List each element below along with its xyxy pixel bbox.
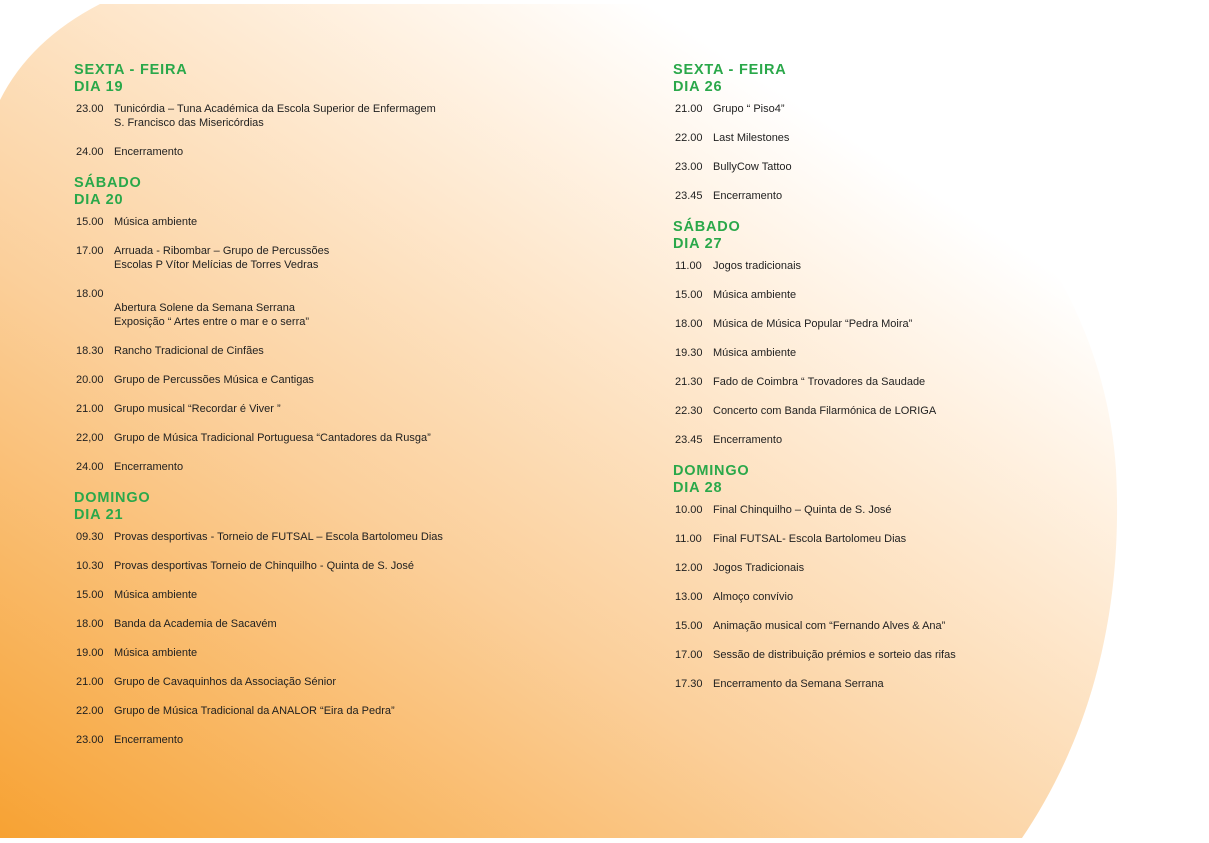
event-description xyxy=(713,532,1103,546)
event-description-line: Encerramento xyxy=(114,461,184,473)
event-row xyxy=(74,145,634,159)
event-description-line: Tunicórdia – Tuna Académica da Escola Superior de Enfermagem xyxy=(114,103,436,115)
event-row xyxy=(673,131,1103,145)
event-description-line: Provas desportivas - Torneio de FUTSAL – Escola Bartolomeu Dias xyxy=(114,531,443,543)
day-date-heading: DIA 19 xyxy=(74,79,124,95)
event-description xyxy=(713,317,1103,331)
event-description xyxy=(114,344,634,358)
event-row xyxy=(74,530,634,544)
event-description-line: Rancho Tradicional de Cinfães xyxy=(114,345,264,357)
day-date-heading: DIA 20 xyxy=(74,192,124,208)
bottom-margin xyxy=(0,838,1209,843)
event-description-line: Música ambiente xyxy=(713,289,797,301)
event-list xyxy=(74,102,634,159)
right-schedule-column xyxy=(673,62,1103,707)
event-description xyxy=(713,102,1103,116)
event-description xyxy=(114,402,634,416)
event-time: 10.30 xyxy=(76,560,104,572)
event-description-line: Música ambiente xyxy=(713,347,797,359)
event-row xyxy=(74,646,634,660)
event-time: 15.00 xyxy=(76,589,104,601)
event-description-line: Concerto com Banda Filarmónica de LORIGA xyxy=(713,405,937,417)
day-date-heading: DIA 21 xyxy=(74,507,124,523)
event-row xyxy=(673,433,1103,447)
event-description-line: Escolas P Vítor Melícias de Torres Vedras xyxy=(114,259,319,271)
event-description-line: Exposição “ Artes entre o mar e o serra” xyxy=(114,316,310,328)
day-block xyxy=(673,463,1103,691)
event-description xyxy=(114,460,634,474)
event-description xyxy=(114,733,634,747)
day-weekday-heading: SÁBADO xyxy=(673,219,741,235)
event-time: 19.00 xyxy=(76,647,104,659)
event-time: 17.00 xyxy=(675,649,703,661)
event-time: 22.30 xyxy=(675,405,703,417)
event-description-line: Almoço convívio xyxy=(713,591,794,603)
event-description-line: Grupo “ Piso4” xyxy=(713,103,785,115)
event-description xyxy=(114,704,634,718)
event-description xyxy=(713,131,1103,145)
event-row xyxy=(74,244,634,272)
event-row xyxy=(74,373,634,387)
event-time: 15.00 xyxy=(675,620,703,632)
event-time: 23.45 xyxy=(675,434,703,446)
day-date-heading: DIA 26 xyxy=(673,79,723,95)
event-description-line: Arruada - Ribombar – Grupo de Percussões xyxy=(114,245,330,257)
event-row xyxy=(673,532,1103,546)
event-description-line: Música ambiente xyxy=(114,216,198,228)
event-description-line: S. Francisco das Misericórdias xyxy=(114,117,264,129)
event-row xyxy=(74,102,634,130)
event-time: 18.30 xyxy=(76,345,104,357)
event-description-line: BullyCow Tattoo xyxy=(713,161,792,173)
event-time: 09.30 xyxy=(76,531,104,543)
event-row xyxy=(74,733,634,747)
event-time: 23.45 xyxy=(675,190,703,202)
event-row xyxy=(74,344,634,358)
event-description xyxy=(114,431,634,445)
event-description-line: Encerramento xyxy=(713,434,783,446)
event-time: 18.00 xyxy=(76,288,104,300)
event-time: 21.00 xyxy=(76,403,104,415)
event-time: 18.00 xyxy=(76,618,104,630)
event-time: 20.00 xyxy=(76,374,104,386)
event-time: 22,00 xyxy=(76,432,104,444)
event-row xyxy=(673,648,1103,662)
event-row xyxy=(673,561,1103,575)
event-description-line: Final Chinquilho – Quinta de S. José xyxy=(713,504,892,516)
event-description-line: Grupo de Música Tradicional Portuguesa “Cantadores da Rusga” xyxy=(114,432,431,444)
event-description-line: Encerramento da Semana Serrana xyxy=(713,678,884,690)
day-block xyxy=(74,490,634,747)
event-description-line: Grupo musical “Recordar é Viver ” xyxy=(114,403,281,415)
event-time: 12.00 xyxy=(675,562,703,574)
event-row xyxy=(673,375,1103,389)
day-date-heading: DIA 28 xyxy=(673,480,723,496)
event-description-line: Encerramento xyxy=(114,734,184,746)
event-description xyxy=(713,375,1103,389)
event-description-line: Abertura Solene da Semana Serrana xyxy=(114,302,296,314)
event-description-line: Fado de Coimbra “ Trovadores da Saudade xyxy=(713,376,926,388)
event-list xyxy=(74,530,634,747)
event-description xyxy=(713,619,1103,633)
event-description-line: Final FUTSAL- Escola Bartolomeu Dias xyxy=(713,533,907,545)
event-time: 10.00 xyxy=(675,504,703,516)
event-description xyxy=(114,145,634,159)
event-description xyxy=(713,561,1103,575)
day-weekday-heading: DOMINGO xyxy=(673,463,750,479)
event-time: 21.00 xyxy=(675,103,703,115)
day-date-heading: DIA 27 xyxy=(673,236,723,252)
event-time: 23.00 xyxy=(76,734,104,746)
event-time: 21.00 xyxy=(76,676,104,688)
event-row xyxy=(673,346,1103,360)
event-row xyxy=(74,675,634,689)
event-list xyxy=(673,259,1103,447)
event-row xyxy=(673,677,1103,691)
event-time: 17.30 xyxy=(675,678,703,690)
event-description-line: Animação musical com “Fernando Alves & Ana” xyxy=(713,620,946,632)
day-weekday-heading: DOMINGO xyxy=(74,490,151,506)
event-description xyxy=(713,590,1103,604)
event-description xyxy=(114,102,634,130)
event-description xyxy=(114,287,634,329)
event-list xyxy=(673,102,1103,203)
event-time: 15.00 xyxy=(675,289,703,301)
event-row xyxy=(673,590,1103,604)
event-time: 11.00 xyxy=(675,533,702,545)
event-description xyxy=(114,675,634,689)
event-description xyxy=(713,189,1103,203)
event-time: 24.00 xyxy=(76,146,104,158)
event-description-line: Grupo de Cavaquinhos da Associação Sénior xyxy=(114,676,336,688)
event-row xyxy=(74,402,634,416)
event-description-line: Jogos Tradicionais xyxy=(713,562,805,574)
day-block xyxy=(74,62,634,159)
event-description-line: Provas desportivas Torneio de Chinquilho - Quinta de S. José xyxy=(114,560,415,572)
event-row xyxy=(74,431,634,445)
event-description-line: Música ambiente xyxy=(114,589,198,601)
event-description xyxy=(114,559,634,573)
event-description-line: Música ambiente xyxy=(114,647,198,659)
event-time: 22.00 xyxy=(675,132,703,144)
event-row xyxy=(673,619,1103,633)
event-list xyxy=(673,503,1103,691)
event-description xyxy=(114,215,634,229)
event-time: 23.00 xyxy=(76,103,104,115)
event-description xyxy=(114,530,634,544)
event-description xyxy=(713,288,1103,302)
event-description xyxy=(713,259,1103,273)
event-description-line: Encerramento xyxy=(713,190,783,202)
day-block xyxy=(74,175,634,474)
event-description xyxy=(114,373,634,387)
day-weekday-heading: SEXTA - FEIRA xyxy=(673,62,787,78)
event-row xyxy=(74,215,634,229)
event-row xyxy=(74,287,634,329)
event-description xyxy=(713,677,1103,691)
event-description xyxy=(114,588,634,602)
event-description xyxy=(114,646,634,660)
event-description xyxy=(114,617,634,631)
event-description xyxy=(713,346,1103,360)
day-weekday-heading: SÁBADO xyxy=(74,175,142,191)
event-description-line: Last Milestones xyxy=(713,132,790,144)
event-description xyxy=(713,404,1103,418)
event-row xyxy=(673,160,1103,174)
event-description-line: Jogos tradicionais xyxy=(713,260,802,272)
event-row xyxy=(673,102,1103,116)
event-time: 21.30 xyxy=(675,376,703,388)
day-weekday-heading: SEXTA - FEIRA xyxy=(74,62,188,78)
event-row xyxy=(74,704,634,718)
event-row xyxy=(74,617,634,631)
event-description-line: Encerramento xyxy=(114,146,184,158)
event-time: 13.00 xyxy=(675,591,703,603)
event-row xyxy=(673,404,1103,418)
event-list xyxy=(74,215,634,474)
event-description-line: Grupo de Percussões Música e Cantigas xyxy=(114,374,314,386)
event-row xyxy=(74,559,634,573)
event-time: 18.00 xyxy=(675,318,703,330)
event-time: 11.00 xyxy=(675,260,702,272)
event-time: 24.00 xyxy=(76,461,104,473)
event-description xyxy=(713,648,1103,662)
event-description xyxy=(713,433,1103,447)
event-description xyxy=(713,160,1103,174)
event-row xyxy=(673,189,1103,203)
event-description-line: Banda da Academia de Sacavém xyxy=(114,618,277,630)
event-row xyxy=(673,503,1103,517)
event-description xyxy=(713,503,1103,517)
day-block xyxy=(673,62,1103,203)
event-time: 22.00 xyxy=(76,705,104,717)
event-row xyxy=(673,259,1103,273)
event-description-line: Sessão de distribuição prémios e sorteio das rifas xyxy=(713,649,956,661)
event-time: 17.00 xyxy=(76,245,104,257)
event-time: 23.00 xyxy=(675,161,703,173)
day-block xyxy=(673,219,1103,447)
left-schedule-column xyxy=(74,62,634,763)
event-time: 19.30 xyxy=(675,347,703,359)
event-description xyxy=(114,244,634,272)
event-time: 15.00 xyxy=(76,216,104,228)
event-row xyxy=(74,588,634,602)
event-row xyxy=(673,317,1103,331)
event-description-line: Grupo de Música Tradicional da ANALOR “Eira da Pedra” xyxy=(114,705,395,717)
event-description-line: Música de Música Popular “Pedra Moira” xyxy=(713,318,913,330)
event-row xyxy=(74,460,634,474)
event-row xyxy=(673,288,1103,302)
